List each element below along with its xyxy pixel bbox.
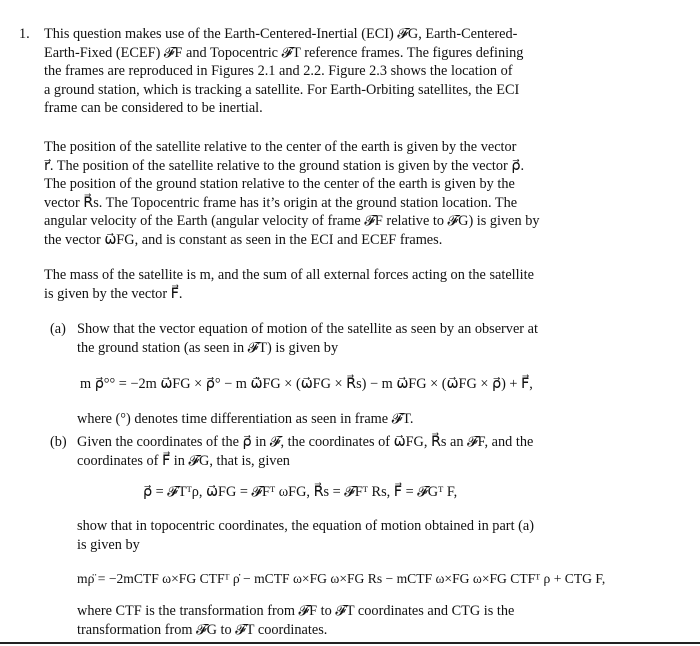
coordinate-definitions-equation: ρ⃗ = 𝓕Tᵀρ, ω⃗FG = 𝓕Fᵀ ωFG, R⃗s = 𝓕Fᵀ Rs, F⃗ = 𝓕Gᵀ F, <box>143 484 458 500</box>
text-line: where CTF is the transformation from 𝓕F to 𝓕T coordinates and CTG is the <box>77 603 515 619</box>
part-b-text <box>77 433 607 470</box>
text-line: r⃗. The position of the satellite relative to the ground station is given by the vector ρ⃗. <box>44 157 525 174</box>
text-line: frame can be considered to be inertial. <box>44 100 263 117</box>
text-line: a ground station, which is tracking a satellite. For Earth-Orbiting satellites, the ECI <box>44 81 520 98</box>
text-line: The position of the satellite relative to the center of the earth is given by the vector <box>44 139 517 155</box>
vectors-paragraph <box>44 138 604 250</box>
text-line: transformation from 𝓕G to 𝓕T coordinates. <box>77 621 328 638</box>
topocentric-equation-of-motion: mρ̈ = −2mCTF ω×FG CTFᵀ ρ̇ − mCTF ω×FG ω×FG Rs − mCTF ω×FG ω×FG CTFᵀ ρ + CTG F, <box>77 571 606 586</box>
text-line: Given the coordinates of the ρ⃗ in 𝓕, the coordinates of ω⃗FG, R⃗s an 𝓕F, and the <box>77 434 534 450</box>
text-line: the ground station (as seen in 𝓕T) is given by <box>77 339 339 356</box>
text-line: is given by the vector F⃗. <box>44 285 183 302</box>
part-a-text <box>77 320 607 357</box>
equation-of-motion-vector: m ρ⃗°° = −2m ω⃗FG × ρ⃗° − m ω⃗̇FG × (ω⃗FG × R⃗s) − m ω⃗FG × (ω⃗FG × ρ⃗) + F⃗, <box>80 376 533 392</box>
text-line: the vector ω⃗FG, and is constant as seen in the ECI and ECEF frames. <box>44 231 443 248</box>
text-line: Earth-Fixed (ECEF) 𝓕F and Topocentric 𝓕T reference frames. The figures defining <box>44 44 524 61</box>
text-line: The position of the ground station relative to the center of the earth is given by the <box>44 176 515 193</box>
text-line: is given by <box>77 536 140 553</box>
text-line: the frames are reproduced in Figures 2.1 and 2.2. Figure 2.3 shows the location of <box>44 63 513 80</box>
part-b-text3 <box>77 602 607 639</box>
text-line: angular velocity of the Earth (angular velocity of frame 𝓕F relative to 𝓕G) is given by <box>44 213 540 230</box>
bottom-divider <box>0 642 700 644</box>
intro-paragraph <box>44 25 604 118</box>
part-a-where: where (°) denotes time differentiation as seen in frame 𝓕T. <box>77 411 414 427</box>
text-line: coordinates of F⃗ in 𝓕G, that is, given <box>77 452 290 469</box>
text-line: Show that the vector equation of motion of the satellite as seen by an observer at <box>77 321 538 337</box>
text-line: This question makes use of the Earth-Centered-Inertial (ECI) 𝓕G, Earth-Centered- <box>44 26 518 42</box>
text-line: show that in topocentric coordinates, the equation of motion obtained in part (a) <box>77 518 534 534</box>
text-line: The mass of the satellite is m, and the sum of all external forces acting on the satellite <box>44 267 534 283</box>
question-number: 1. <box>19 26 30 42</box>
mass-paragraph <box>44 266 604 303</box>
part-a-label: (a) <box>50 321 66 337</box>
part-b-label: (b) <box>50 434 67 450</box>
text-line: vector R⃗s. The Topocentric frame has it’s origin at the ground station location. The <box>44 194 518 211</box>
part-b-text2 <box>77 517 607 554</box>
